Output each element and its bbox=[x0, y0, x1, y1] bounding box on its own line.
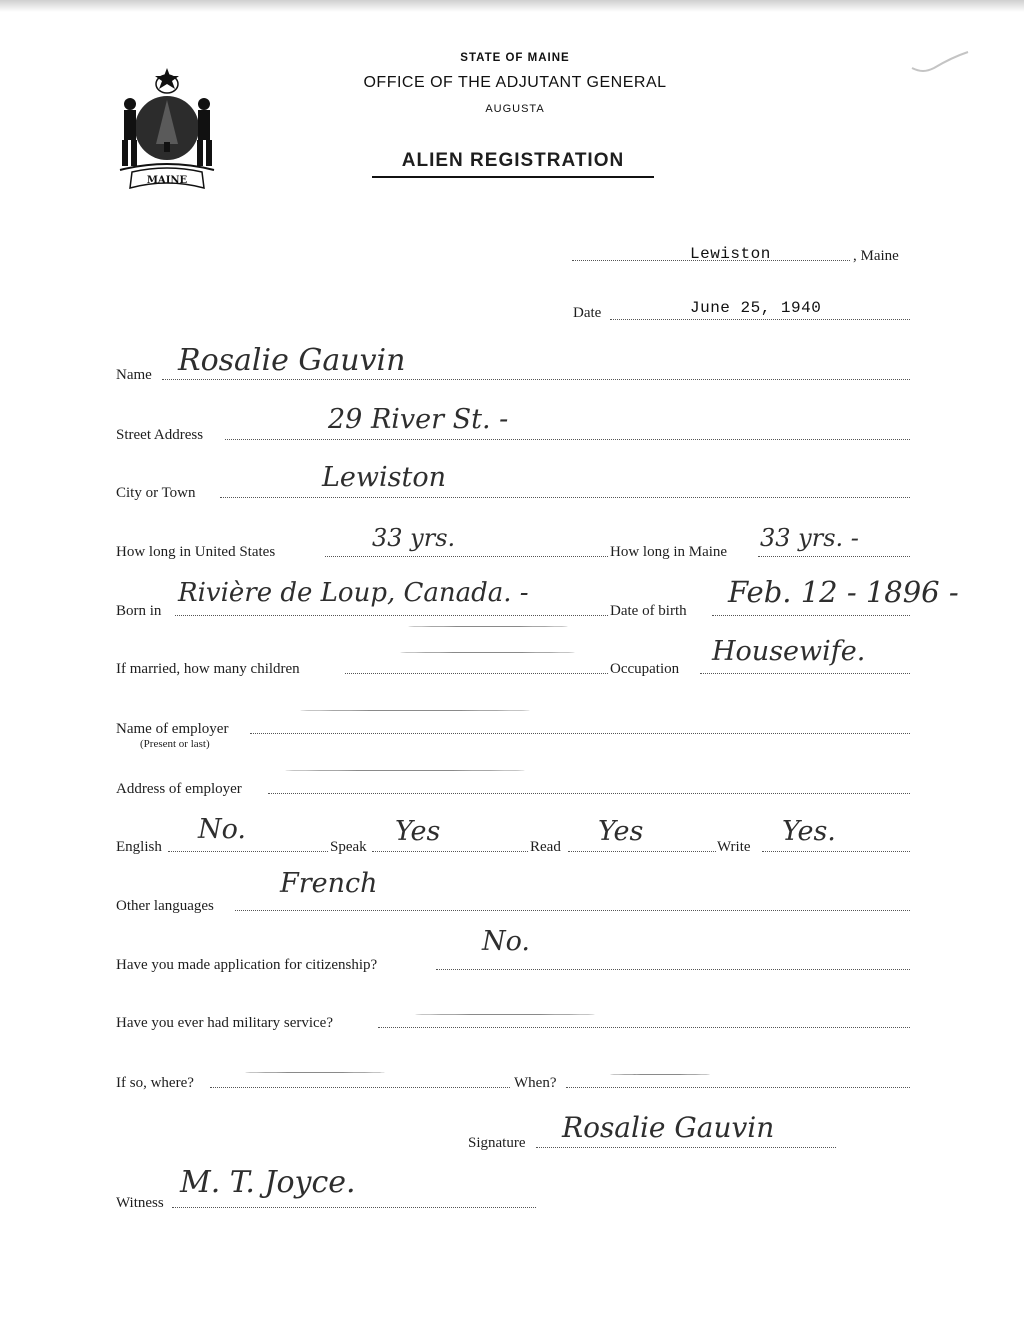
occupation-label: Occupation bbox=[610, 661, 680, 677]
city-label: City or Town bbox=[116, 485, 196, 501]
date-of-birth-label: Date of birth bbox=[610, 603, 687, 619]
military-blank-dash bbox=[415, 1014, 595, 1015]
born-in-label: Born in bbox=[116, 603, 162, 619]
signature-label: Signature bbox=[468, 1135, 526, 1151]
english-line bbox=[168, 851, 328, 852]
occupation-value: Housewife. bbox=[712, 636, 866, 667]
witness-value: M. T. Joyce. bbox=[180, 1165, 356, 1200]
witness-label: Witness bbox=[116, 1195, 164, 1211]
read-value: Yes bbox=[598, 816, 644, 847]
street-address-value: 29 River St. - bbox=[328, 404, 509, 435]
header-city: AUGUSTA bbox=[485, 103, 545, 115]
military-line bbox=[378, 1027, 910, 1028]
occupation-line bbox=[700, 673, 910, 674]
when-line bbox=[566, 1087, 910, 1088]
how-long-us-value: 33 yrs. bbox=[372, 524, 456, 552]
how-long-maine-label: How long in Maine bbox=[610, 544, 728, 560]
english-value: No. bbox=[198, 814, 246, 845]
other-languages-value: French bbox=[280, 868, 378, 899]
state-of-maine-seal-icon bbox=[112, 66, 222, 194]
pencil-underline bbox=[408, 626, 568, 627]
other-languages-line bbox=[235, 910, 910, 911]
name-line bbox=[162, 379, 910, 380]
place-value: Lewiston bbox=[690, 245, 771, 263]
read-label: Read bbox=[530, 839, 561, 855]
children-label: If married, how many children bbox=[116, 661, 300, 677]
form-title: ALIEN REGISTRATION bbox=[372, 150, 654, 178]
street-address-line bbox=[225, 439, 910, 440]
date-of-birth-line bbox=[712, 615, 910, 616]
when-blank-dash bbox=[610, 1074, 710, 1075]
place-suffix: , Maine bbox=[853, 248, 899, 264]
write-line bbox=[762, 851, 910, 852]
check-mark-icon bbox=[910, 50, 970, 76]
employer-address-line bbox=[268, 793, 910, 794]
svg-text:MAINE: MAINE bbox=[146, 175, 188, 186]
write-value: Yes. bbox=[782, 816, 836, 847]
military-label: Have you ever had military service? bbox=[116, 1015, 333, 1031]
header-state: STATE OF MAINE bbox=[460, 52, 570, 64]
other-languages-label: Other languages bbox=[116, 898, 214, 914]
children-blank-dash bbox=[400, 652, 575, 653]
date-value: June 25, 1940 bbox=[690, 299, 822, 317]
scan-top-edge bbox=[0, 0, 1024, 12]
city-value: Lewiston bbox=[322, 462, 447, 493]
speak-line bbox=[372, 851, 528, 852]
employer-name-blank-dash bbox=[300, 710, 530, 711]
employer-name-sublabel: (Present or last) bbox=[140, 738, 210, 750]
signature-value: Rosalie Gauvin bbox=[562, 1111, 775, 1144]
street-address-label: Street Address bbox=[116, 427, 204, 443]
city-line bbox=[220, 497, 910, 498]
name-label: Name bbox=[116, 367, 152, 383]
read-line bbox=[568, 851, 716, 852]
name-value: Rosalie Gauvin bbox=[178, 343, 406, 378]
when-label: When? bbox=[514, 1075, 557, 1091]
write-label: Write bbox=[717, 839, 751, 855]
speak-value: Yes bbox=[395, 816, 441, 847]
citizenship-label: Have you made application for citizenship? bbox=[116, 957, 378, 973]
children-line bbox=[345, 673, 608, 674]
date-label: Date bbox=[573, 305, 602, 321]
employer-name-label: Name of employer bbox=[116, 721, 229, 737]
citizenship-line bbox=[436, 969, 910, 970]
employer-address-blank-dash bbox=[285, 770, 525, 771]
english-label: English bbox=[116, 839, 162, 855]
how-long-maine-line bbox=[758, 556, 910, 557]
born-in-value: Rivière de Loup, Canada. - bbox=[178, 578, 529, 608]
how-long-us-label: How long in United States bbox=[116, 544, 276, 560]
signature-line bbox=[536, 1147, 836, 1148]
where-blank-dash bbox=[245, 1072, 385, 1073]
header-office: OFFICE OF THE ADJUTANT GENERAL bbox=[363, 74, 667, 91]
how-long-maine-value: 33 yrs. - bbox=[760, 524, 859, 552]
employer-address-label: Address of employer bbox=[116, 781, 242, 797]
date-of-birth-value: Feb. 12 - 1896 - bbox=[728, 575, 959, 609]
speak-label: Speak bbox=[330, 839, 367, 855]
employer-name-line bbox=[250, 733, 910, 734]
citizenship-value: No. bbox=[482, 926, 530, 957]
date-line bbox=[610, 319, 910, 320]
born-in-line bbox=[175, 615, 608, 616]
where-label: If so, where? bbox=[116, 1075, 194, 1091]
where-line bbox=[210, 1087, 510, 1088]
how-long-us-line bbox=[325, 556, 608, 557]
witness-line bbox=[172, 1207, 536, 1208]
